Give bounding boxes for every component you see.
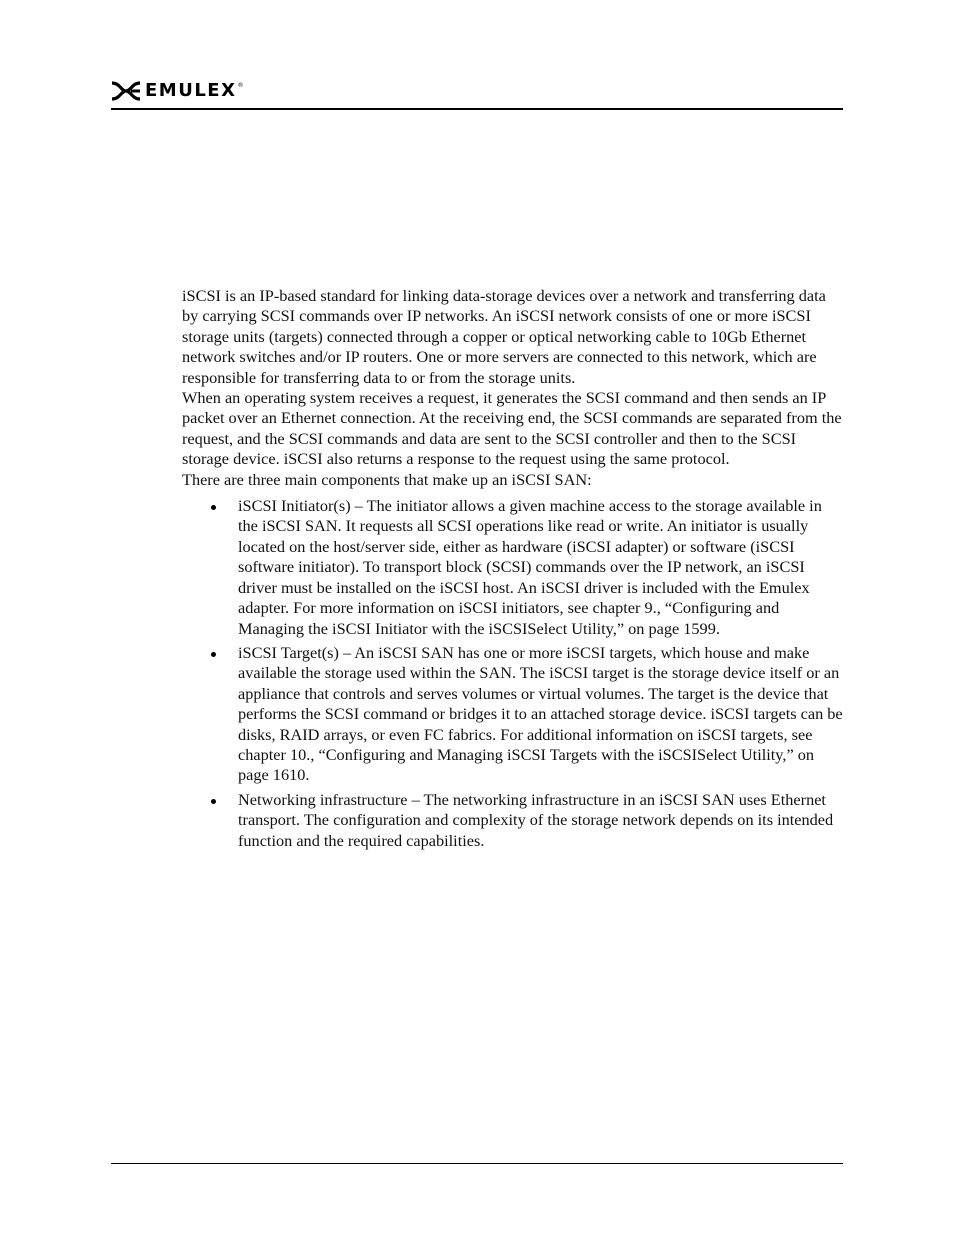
- header-rule: [111, 108, 843, 110]
- footer-rule: [111, 1163, 843, 1164]
- page-content: [182, 286, 844, 855]
- brand-name: EMULEX: [145, 80, 237, 101]
- initiator-item-text: iSCSI Initiator(s) – The initiator allows a given machine access to the storage available in the iSCSI SAN. It requests all SCSI operations like read or write. An initiator is usually located on the host/server side, either as hardware (iSCSI adapter) or software (iSCSI software initiator). To transport block (SCSI) commands over the IP network, an iSCSI driver must be installed on the iSCSI host. An iSCSI driver is included with the Emulex adapter. For more information on iSCSI initiators, see chapter 9., “Configuring and Managing the iSCSI Initiator with the iSCSISelect Utility,” on page 1599.: [238, 496, 822, 638]
- trademark-symbol: ®: [237, 82, 244, 89]
- list-item: [182, 643, 844, 786]
- components-intro: There are three main components that make up an iSCSI SAN:: [182, 469, 592, 489]
- emulex-logo-icon: [111, 81, 141, 101]
- overview-paragraph: iSCSI is an IP-based standard for linking data-storage devices over a network and transferring data by carrying SCSI commands over IP networks. An iSCSI network consists of one or more iSCSI storage units (targets) connected through a copper or optical networking cable to 10Gb Ethernet network switches and/or IP routers. One or more servers are connected to this network, which are responsible for transferring data to or from the storage units.: [182, 286, 826, 387]
- request-paragraph: When an operating system receives a request, it generates the SCSI command and then sends an IP packet over an Ethernet connection. At the receiving end, the SCSI commands are separated from the request, and the SCSI commands and data are sent to the SCSI controller and then to the SCSI storage device. iSCSI also returns a response to the request using the same protocol.: [182, 388, 842, 469]
- components-list: [182, 496, 844, 851]
- list-item: [182, 496, 844, 639]
- header: [111, 80, 243, 102]
- list-item: [182, 790, 844, 851]
- bullet-icon: [211, 799, 216, 804]
- target-item-text: iSCSI Target(s) – An iSCSI SAN has one or more iSCSI targets, which house and make available the storage used within the SAN. The iSCSI target is the storage device itself or an appliance that controls and serves volumes or virtual volumes. The target is the device that performs the SCSI command or bridges it to an attached storage device. iSCSI targets can be disks, RAID arrays, or even FC fabrics. For additional information on iSCSI targets, see chapter 10., “Configuring and Managing iSCSI Targets with the iSCSISelect Utility,” on page 1610.: [238, 642, 843, 785]
- bullet-icon: [211, 652, 216, 657]
- bullet-icon: [211, 505, 216, 510]
- networking-item-text: Networking infrastructure – The networking infrastructure in an iSCSI SAN uses Ethernet transport. The configuration and complexity of the storage network depends on its intended function and the required capabilities.: [238, 789, 834, 850]
